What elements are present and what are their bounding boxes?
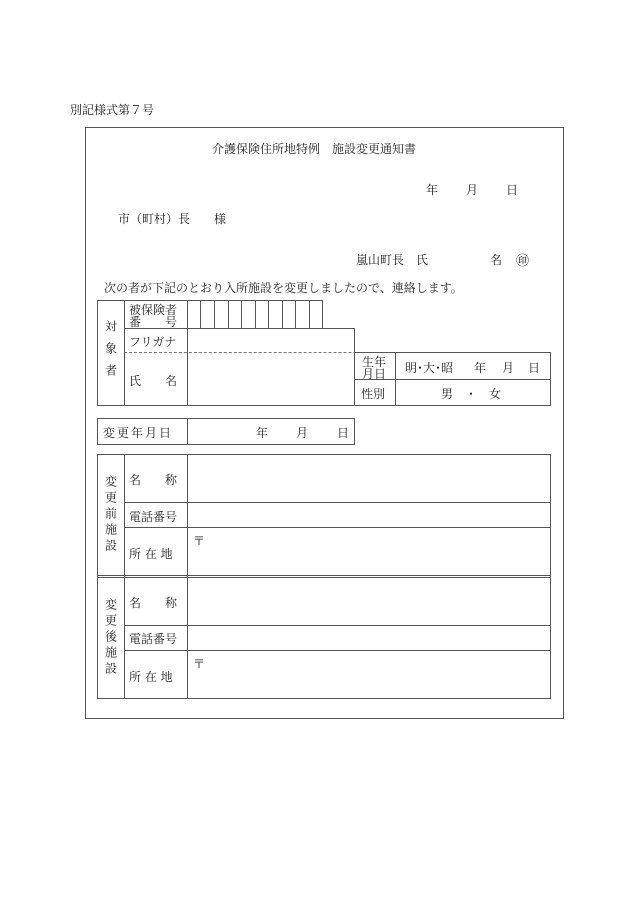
- date-day: 日: [506, 183, 519, 197]
- seal-icon: ㊞: [516, 254, 530, 269]
- date-month: 月: [466, 183, 479, 197]
- birth-day: 日: [528, 361, 541, 375]
- change-date-day: 日: [337, 426, 350, 440]
- after-address-label: 所 在 地: [129, 670, 173, 684]
- sender-name-suffix: 名: [490, 253, 503, 267]
- postal-mark-after: 〒: [193, 657, 206, 671]
- gender-label: 性別: [361, 387, 386, 401]
- birth-year: 年: [474, 361, 487, 375]
- change-date-year: 年: [256, 426, 269, 440]
- name-label: 氏 名: [129, 374, 178, 388]
- addressee: 市（町村）長 様: [118, 212, 227, 226]
- after-name-label: 名 称: [129, 596, 178, 610]
- after-phone-label: 電話番号: [129, 632, 178, 646]
- form-number: 別記様式第７号: [70, 103, 155, 117]
- furigana-label: フリガナ: [129, 335, 177, 349]
- era-options: 明･大･昭: [405, 361, 454, 375]
- intro-text: 次の者が下記のとおり入所施設を変更しましたので、連絡します。: [104, 281, 463, 295]
- birth-label: 生年: [362, 355, 387, 369]
- change-date-label: 変更年月日: [103, 426, 174, 440]
- before-phone-label: 電話番号: [129, 510, 178, 524]
- birth-label-2: 月日: [362, 367, 387, 381]
- gender-options: 男 ・ 女: [441, 387, 502, 401]
- form-title: 介護保険住所地特例 施設変更通知書: [212, 142, 417, 156]
- before-name-label: 名 称: [129, 473, 178, 487]
- before-facility-group-label: 変更前施設: [103, 475, 118, 555]
- before-address-label: 所 在 地: [129, 547, 173, 561]
- sender-name-prefix: 嵐山町長 氏: [356, 253, 429, 267]
- subject-group-label: 対象者: [103, 320, 118, 386]
- change-date-month: 月: [296, 426, 309, 440]
- date-year: 年: [426, 183, 439, 197]
- insured-number-label: 被保険者: [129, 303, 178, 317]
- insured-number-label-2: 番 号: [129, 315, 178, 329]
- after-facility-group-label: 変更後施設: [103, 597, 118, 678]
- birth-month: 月: [502, 361, 515, 375]
- postal-mark: 〒: [193, 534, 206, 548]
